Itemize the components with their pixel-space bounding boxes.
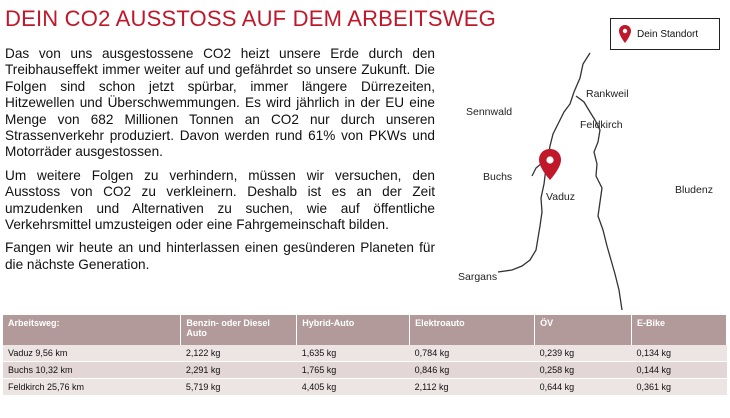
header-public-transport: ÖV bbox=[535, 315, 632, 345]
location-pin-icon bbox=[539, 149, 561, 180]
page-title: DEIN CO2 AUSSTOSS AUF DEM ARBEITSWEG bbox=[5, 6, 496, 31]
cell-value: 0,784 kg bbox=[410, 345, 535, 362]
cell-value: 1,765 kg bbox=[297, 362, 410, 379]
header-petrol-diesel: Benzin- oder Diesel Auto bbox=[181, 315, 297, 345]
legend-label: Dein Standort bbox=[637, 28, 699, 40]
cell-route: Feldkirch 25,76 km bbox=[3, 379, 181, 396]
town-rankweil: Rankweil bbox=[586, 88, 629, 100]
cell-value: 0,258 kg bbox=[535, 362, 632, 379]
cell-value: 0,846 kg bbox=[410, 362, 535, 379]
cell-route: Buchs 10,32 km bbox=[3, 362, 181, 379]
cell-route: Vaduz 9,56 km bbox=[3, 345, 181, 362]
header-hybrid: Hybrid-Auto bbox=[297, 315, 410, 345]
cell-value: 0,239 kg bbox=[535, 345, 632, 362]
cell-value: 0,361 kg bbox=[632, 379, 727, 396]
paragraph-appeal: Fangen wir heute an und hinterlassen einen gesünderen Planeten für die nächste Generation. bbox=[5, 240, 435, 272]
legend-pin-icon bbox=[619, 25, 631, 43]
left-border-line bbox=[498, 168, 546, 272]
table-row bbox=[3, 345, 727, 362]
cell-value: 2,122 kg bbox=[181, 345, 297, 362]
paragraph-measures: Um weitere Folgen zu verhindern, müssen wir versuchen, den Ausstoss von CO2 zu verkleinern. Deshalb ist es an der Zeit umzudenken und Alternativen zu suchen, wie auf öffentliche Verkehrsmittel umzusteigen oder eine Fahrgemeinschaft bilden. bbox=[5, 167, 435, 233]
article-text bbox=[5, 46, 435, 280]
cell-value: 2,112 kg bbox=[410, 379, 535, 396]
map-border-lines bbox=[450, 8, 730, 313]
paragraph-intro: Das von uns ausgestossene CO2 heizt unsere Erde durch den Treibhauseffekt immer weiter auf und gefährdet so unsere Zukunft. Die Folgen sind schon jetzt spürbar, immer längere Dürrezeiten, Hitzewellen und Überschwemmungen. Es wird jährlich in der EU eine Menge von 682 Millionen Tonnen an CO2 nur durch unseren Strassenverkehr produziert. Davon werden rund 61% von PKWs und Motorräder ausgestossen. bbox=[5, 46, 435, 160]
cell-value: 4,405 kg bbox=[297, 379, 410, 396]
cell-value: 5,719 kg bbox=[181, 379, 297, 396]
cell-value: 2,291 kg bbox=[181, 362, 297, 379]
header-electric: Elektroauto bbox=[410, 315, 535, 345]
town-vaduz: Vaduz bbox=[546, 191, 575, 203]
town-bludenz: Bludenz bbox=[675, 184, 713, 196]
town-sennwald: Sennwald bbox=[466, 106, 513, 118]
cell-value: 0,144 kg bbox=[632, 362, 727, 379]
table-row bbox=[3, 379, 727, 396]
town-buchs: Buchs bbox=[483, 171, 513, 183]
table-row bbox=[3, 362, 727, 379]
cell-value: 0,134 kg bbox=[632, 345, 727, 362]
cell-value: 0,644 kg bbox=[535, 379, 632, 396]
co2-table bbox=[3, 315, 727, 396]
header-commute: Arbeitsweg: bbox=[3, 315, 181, 345]
map-legend bbox=[610, 18, 720, 50]
region-map bbox=[450, 8, 730, 313]
town-feldkirch: Feldkirch bbox=[580, 119, 623, 131]
table-header-row bbox=[3, 315, 727, 345]
header-ebike: E-Bike bbox=[632, 315, 727, 345]
town-sargans: Sargans bbox=[458, 271, 498, 283]
cell-value: 1,635 kg bbox=[297, 345, 410, 362]
